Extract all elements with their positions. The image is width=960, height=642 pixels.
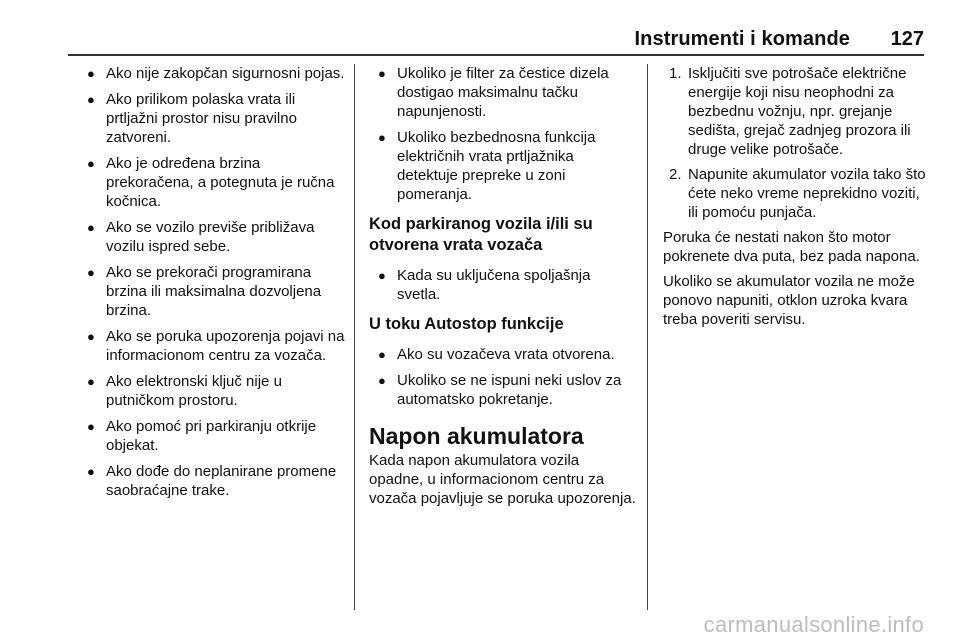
list-item: ● Ako je određena brzina prekoračena, a potegnuta je ručna kočnica. xyxy=(87,155,335,210)
list-item: ● Kada su uključena spoljašnja svetla. xyxy=(378,267,591,303)
bullet-icon: ● xyxy=(87,464,95,479)
list-item: ● Ukoliko bezbednosna funkcija električnih vrata prtljažnika detektuje prepreke u zoni pomeranja. xyxy=(378,129,596,203)
header-rule xyxy=(68,54,924,56)
column-divider-1 xyxy=(354,64,355,610)
warning-list xyxy=(80,64,346,500)
bullet-icon: ● xyxy=(87,265,95,280)
bullet-icon: ● xyxy=(378,268,386,283)
step-item: 1. Isključiti sve potrošače električne energije koji nisu neophodni za bezbednu vožnju, npr. grejanje sedišta, grejač zadnjeg prozora ili druge velike potrošače. xyxy=(669,65,911,158)
service-paragraph: Ukoliko se akumulator vozila ne može ponovo napuniti, otklon uzroka kvara treba poveriti servisu. xyxy=(663,273,915,328)
battery-paragraph: Kada napon akumulatora vozila opadne, u informacionom centru za vozača pojavljuje se poruka upozorenja. xyxy=(369,452,636,507)
step-number: 1. xyxy=(669,65,682,82)
list-item: ● Ukoliko je filter za čestice dizela dostigao maksimalnu tačku napunjenosti. xyxy=(378,65,609,120)
step-item: 2. Napunite akumulator vozila tako što ćete neko vreme neprekidno voziti, ili pomoću punjača. xyxy=(669,166,926,221)
warning-list-continued xyxy=(371,64,637,204)
bullet-icon: ● xyxy=(87,66,95,81)
bullet-icon: ● xyxy=(87,329,95,344)
bullet-icon: ● xyxy=(87,419,95,434)
list-item: ● Ako se vozilo previše približava vozilu ispred sebe. xyxy=(87,219,315,255)
subheading-autostop: U toku Autostop funkcije xyxy=(369,315,564,333)
bullet-icon: ● xyxy=(87,92,95,107)
message-disappears-paragraph: Poruka će nestati nakon što motor pokrenete dva puta, bez pada napona. xyxy=(663,229,920,265)
column-2 xyxy=(371,64,637,514)
list-item: ● Ukoliko se ne ispuni neki uslov za automatsko pokretanje. xyxy=(378,372,622,408)
list-item: ● Ako pomoć pri parkiranju otkrije objekat. xyxy=(87,418,317,454)
page-header xyxy=(68,28,924,56)
bullet-icon: ● xyxy=(378,373,386,388)
list-item: ● Ako su vozačeva vrata otvorena. xyxy=(378,346,615,363)
page-number: 127 xyxy=(890,28,924,50)
column-divider-2 xyxy=(647,64,648,610)
bullet-icon: ● xyxy=(378,130,386,145)
list-item: ● Ako elektronski ključ nije u putničkom prostoru. xyxy=(87,373,282,409)
subheading-parked-vehicle: Kod parkiranog vozila i/ili su otvorena vrata vozača xyxy=(369,215,593,254)
column-1 xyxy=(80,64,346,507)
battery-steps xyxy=(663,64,929,222)
list-item: ● Ako dođe do neplanirane promene saobraćajne trake. xyxy=(87,463,337,499)
step-number: 2. xyxy=(669,166,682,183)
watermark: carmanualsonline.info xyxy=(703,612,924,637)
list-item: ● Ako se prekorači programirana brzina ili maksimalna dozvoljena brzina. xyxy=(87,264,322,319)
list-item: ● Ako prilikom polaska vrata ili prtljažni prostor nisu pravilno zatvoreni. xyxy=(87,91,297,146)
column-3 xyxy=(663,64,929,335)
list-item: ● Ako nije zakopčan sigurnosni pojas. xyxy=(87,65,345,82)
header-title: Instrumenti i komande xyxy=(634,28,850,50)
heading-battery-voltage: Napon akumulatora xyxy=(369,423,584,449)
bullet-icon: ● xyxy=(87,156,95,171)
bullet-icon: ● xyxy=(378,66,386,81)
parked-vehicle-list xyxy=(371,266,637,304)
autostop-list xyxy=(371,345,637,409)
list-item: ● Ako se poruka upozorenja pojavi na informacionom centru za vozača. xyxy=(87,328,345,364)
bullet-icon: ● xyxy=(378,347,386,362)
bullet-icon: ● xyxy=(87,374,95,389)
bullet-icon: ● xyxy=(87,220,95,235)
